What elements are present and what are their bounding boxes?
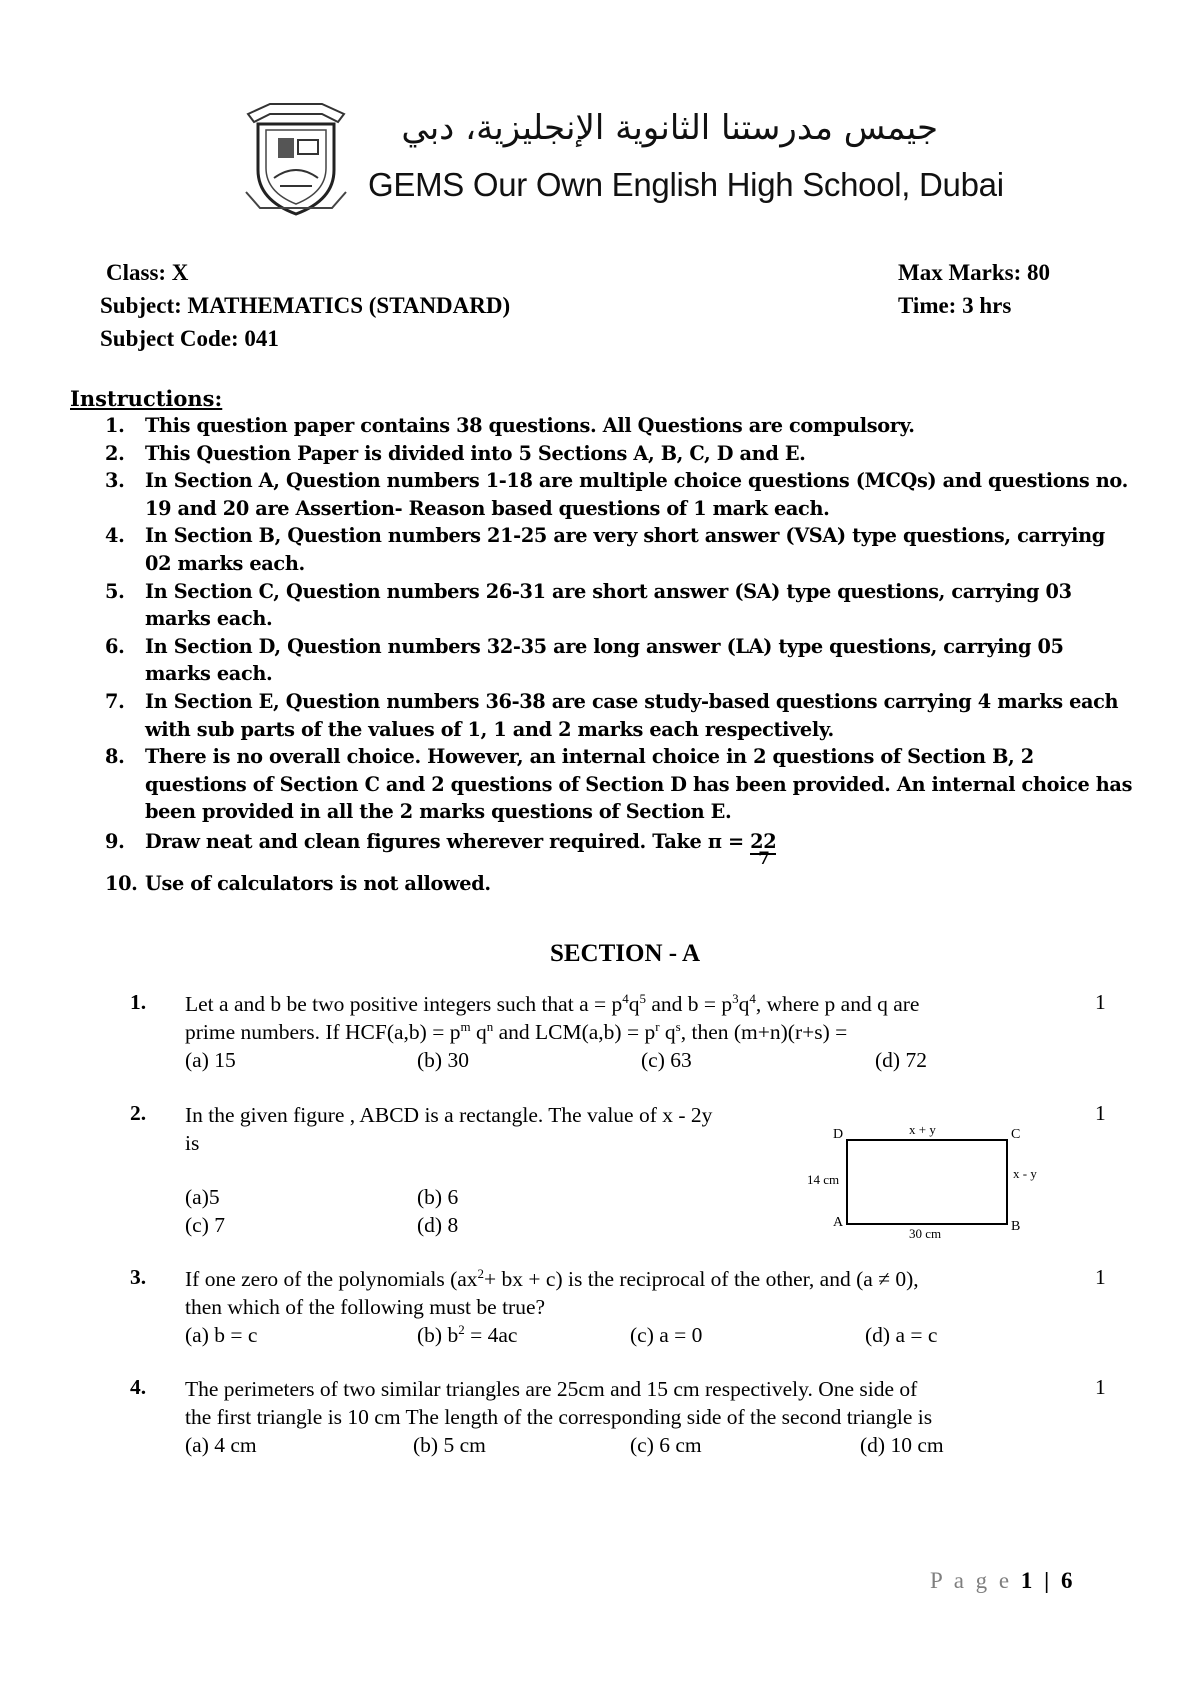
instructions-list: [105, 412, 1135, 897]
question-marks: 1: [1095, 990, 1106, 1014]
exam-meta-left: [100, 256, 510, 355]
instruction-item: 9. Draw neat and clean figures wherever required. Take π = 22 7: [105, 829, 777, 869]
school-name-arabic: جيمس مدرستنا الثانوية الإنجليزية، دبي: [401, 108, 938, 148]
answer-options: [185, 1321, 1045, 1349]
option-d: (d) a = c: [865, 1323, 938, 1347]
page-number: 1: [1020, 1568, 1036, 1593]
instructions-title: Instructions:: [70, 386, 223, 411]
label-b: B: [1011, 1219, 1021, 1234]
school-crest-logo: [240, 100, 352, 218]
option-a: (a) b = c: [185, 1323, 258, 1347]
question-number: 2.: [130, 1101, 147, 1125]
option-b: (b) 30: [417, 1048, 469, 1072]
instruction-item: 1. This question paper contains 38 questions. All Questions are compulsory.: [105, 414, 915, 437]
question-number: 1.: [130, 990, 147, 1014]
page-word: P a g e: [930, 1568, 1013, 1593]
option-a: (a) 15: [185, 1048, 236, 1072]
question-body: If one zero of the polynomials ($ax^2+$ bx + c) is the reciprocal of the other, and (a ≠ 0), then which of the following must be true? (a) b = c (b) $b^2 = 4ac$ (c) a = 0 (d) a = c: [185, 1265, 1045, 1349]
answer-options: [185, 1046, 1045, 1074]
question-number: 3.: [130, 1265, 147, 1289]
option-b: (b) 6: [417, 1185, 459, 1209]
option-d: (d) 8: [417, 1213, 459, 1237]
question-marks: 1: [1095, 1101, 1106, 1125]
option-b: (b) 5 cm: [413, 1433, 486, 1457]
class-label: Class: X: [106, 260, 189, 285]
instruction-item: 2. This Question Paper is divided into 5 Sections A, B, C, D and E.: [105, 441, 806, 465]
instruction-item: 7. In Section E, Question numbers 36-38 are case study-based questions carrying 4 marks each with sub parts of the values of 1, 1 and 2 marks each respectively.: [105, 689, 1119, 741]
page-footer: [930, 1568, 1075, 1594]
label-left-side: 14 cm: [807, 1172, 840, 1187]
subject-label: Subject: MATHEMATICS (STANDARD): [100, 293, 511, 318]
question-body: The perimeters of two similar triangles are 25cm and 15 cm respectively. One side of the first triangle is 10 cm The length of the corresponding side of the second triangle is (a) 4 cm (b) 5 cm (c) 6 cm (d) 10 cm: [185, 1375, 1045, 1459]
question-marks: 1: [1095, 1375, 1106, 1399]
page-separator: |: [1044, 1568, 1053, 1593]
option-a: (a)5: [185, 1185, 220, 1209]
option-c: (c) a = 0: [630, 1323, 703, 1347]
label-bottom-side: 30 cm: [909, 1226, 942, 1241]
school-header: [240, 100, 1004, 220]
instruction-item: 4. In Section B, Question numbers 21-25 are very short answer (VSA) type questions, carrying 02 marks each.: [105, 524, 1105, 575]
option-c: (c) 6 cm: [630, 1433, 702, 1457]
question-body: In the given figure , ABCD is a rectangle. The value of x - 2y is (a)5 (b) 6 (c) 7 (d) 8: [185, 1101, 1045, 1239]
label-a: A: [833, 1215, 844, 1230]
option-d: (d) 10 cm: [860, 1433, 944, 1457]
answer-options: [185, 1431, 1045, 1459]
page-total: 6: [1060, 1568, 1076, 1593]
label-c: C: [1011, 1127, 1021, 1142]
label-top-side: x + y: [909, 1122, 936, 1137]
option-a: (a) 4 cm: [185, 1433, 257, 1457]
label-d: D: [833, 1127, 844, 1142]
max-marks-label: Max Marks: 80: [898, 260, 1051, 285]
option-c: (c) 63: [641, 1048, 692, 1072]
time-label: Time: 3 hrs: [898, 293, 1012, 318]
question-marks: 1: [1095, 1265, 1106, 1289]
question-number: 4.: [130, 1375, 147, 1399]
instruction-item: 3. In Section A, Question numbers 1-18 are multiple choice questions (MCQs) and questions no. 19 and 20 are Assertion- Reason based questions of 1 mark each.: [105, 469, 1128, 520]
section-a-title: SECTION - A: [549, 940, 701, 967]
pi-fraction: 22 7: [750, 829, 777, 869]
instruction-item: 8. There is no overall choice. However, an internal choice in 2 questions of Section B, 2 questions of Section C and 2 questions of Section D has been provided. An internal choice has been provided in all the 2 marks questions of Section E.: [105, 745, 1133, 824]
rectangle-abcd-figure: [805, 1122, 1045, 1242]
question-body: Let a and b be two positive integers such that $a = p^4q^5$ and $b = p^3q^4$, where p and q are prime numbers. If $HCF(a,b) = p^m$ $q^n$ and $LCM(a,b) = p^r$ $q^s$, then (m+n)(r+s) = (a) 15 (b) 30 (c) 63 (d) 72: [185, 990, 1045, 1074]
instruction-item: 6. In Section D, Question numbers 32-35 are long answer (LA) type questions, carrying 05 marks each.: [105, 634, 1064, 686]
school-name-english: GEMS Our Own English High School, Dubai: [368, 166, 1004, 203]
option-d: (d) 72: [875, 1048, 927, 1072]
exam-meta-right: [898, 256, 1050, 322]
rectangle-shape: [847, 1140, 1007, 1224]
option-c: (c) 7: [185, 1213, 225, 1237]
label-right-side: x - y: [1013, 1166, 1037, 1181]
instruction-item: 5. In Section C, Question numbers 26-31 are short answer (SA) type questions, carrying 03 marks each.: [105, 579, 1072, 631]
option-b: (b) $b^2 = 4ac$: [417, 1321, 518, 1347]
instruction-item: 10. Use of calculators is not allowed.: [105, 871, 491, 895]
subject-code-label: Subject Code: 041: [100, 326, 279, 351]
